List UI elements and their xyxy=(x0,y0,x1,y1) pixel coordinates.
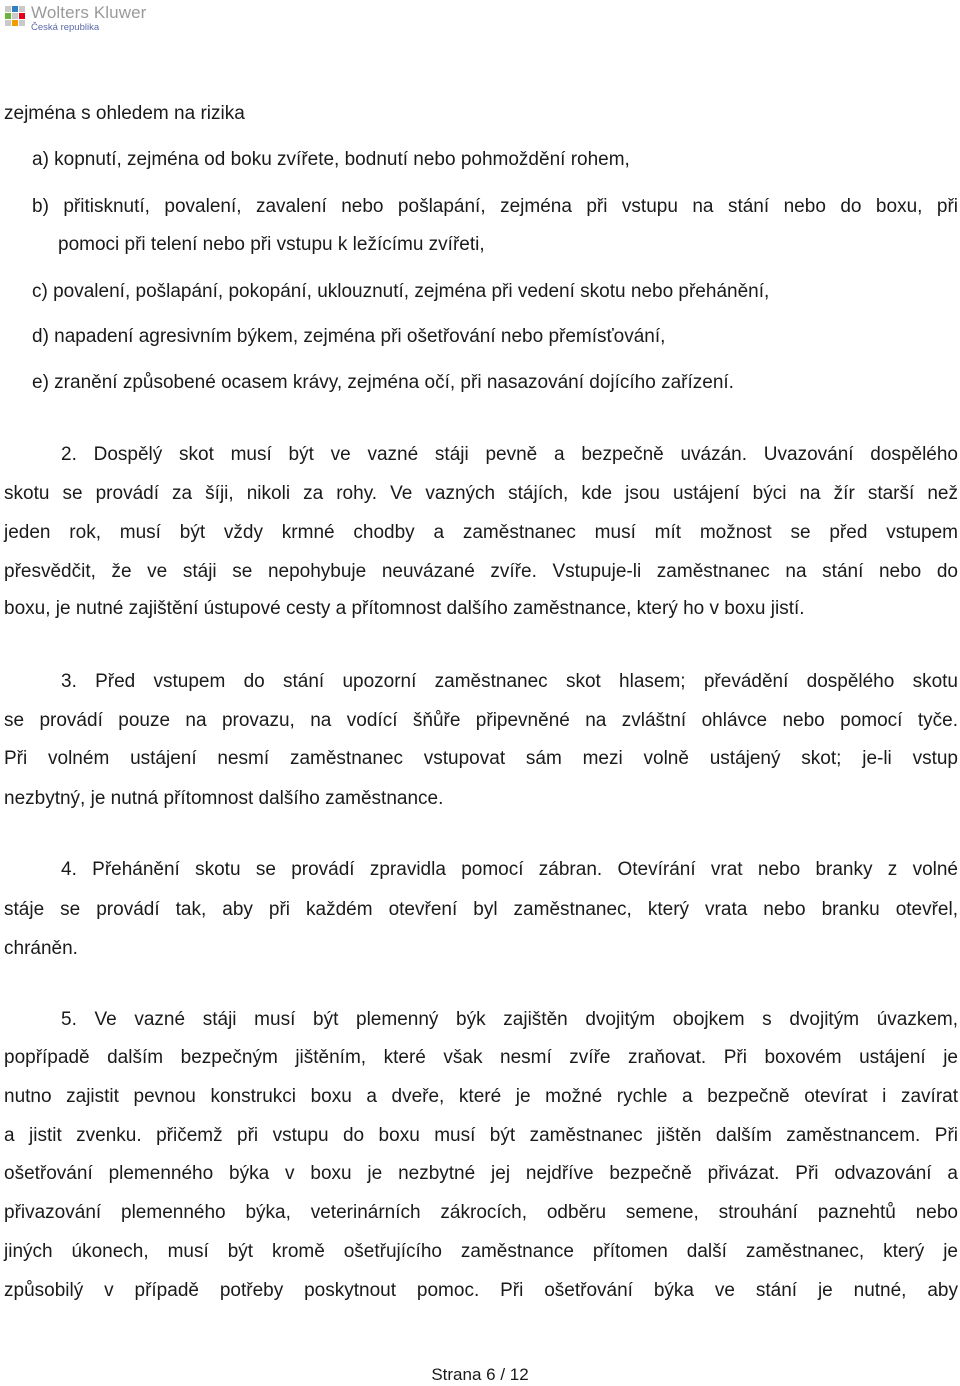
section-3-line-3: Při volném ustájení nesmí zaměstnanec vstupovat sám mezi volně ustájený skot; je-li vstup xyxy=(4,748,958,769)
risk-item-d: d) napadení agresivním býkem, zejména při ošetřování nebo přemísťování, xyxy=(32,326,666,347)
risk-item-a: a) kopnutí, zejména od boku zvířete, bodnutí nebo pohmoždění rohem, xyxy=(32,149,630,170)
section-5-line-2: popřípadě dalším bezpečným jištěním, které však nesmí zvíře zraňovat. Při boxovém ustájení je xyxy=(4,1047,958,1068)
brand-name: Wolters Kluwer xyxy=(31,3,147,22)
section-4-line-1: 4. Přehánění skotu se provádí zpravidla pomocí zábran. Otevírání vrat nebo branky z volné xyxy=(61,859,958,880)
risk-item-e: e) zranění způsobené ocasem krávy, zejména očí, při nasazování dojícího zařízení. xyxy=(32,372,734,393)
section-4-line-2: stáje se provádí tak, aby při každém otevření byl zaměstnanec, který vrata nebo branku otevřel, xyxy=(4,899,958,920)
section-2-line-2: skotu se provádí za šíji, nikoli za rohy. Ve vazných stájích, kde jsou ustájení býci na žír starší než xyxy=(4,483,958,504)
intro-line: zejména s ohledem na rizika xyxy=(4,103,245,124)
brand-subtitle: Česká republika xyxy=(31,22,100,33)
section-2-line-3: jeden rok, musí být vždy krmné chodby a zaměstnanec musí mít možnost se před vstupem xyxy=(4,522,958,543)
section-2-line-4: přesvědčit, že ve stáji se nepohybuje neuvázané zvíře. Vstupuje-li zaměstnanec na stání nebo do xyxy=(4,561,958,582)
risk-item-b-cont: pomoci při telení nebo při vstupu k ležícímu zvířeti, xyxy=(58,234,485,255)
wolters-kluwer-logo-icon xyxy=(4,5,26,27)
section-3-line-1: 3. Před vstupem do stání upozorní zaměstnanec skot hlasem; převádění dospělého skotu xyxy=(61,671,958,692)
page-number: Strana 6 / 12 xyxy=(431,1365,529,1384)
publisher-logo xyxy=(4,4,146,33)
section-3-line-2: se provádí pouze na provazu, na vodící šňůře připevněné na zvláštní ohlávce nebo pomocí tyče. xyxy=(4,710,958,731)
risk-item-c: c) povalení, pošlapání, pokopání, uklouznutí, zejména při vedení skotu nebo přehánění, xyxy=(32,281,770,302)
section-5-line-5: ošetřování plemenného býka v boxu je nezbytné jej nejdříve bezpečně přivázat. Při odvazování a xyxy=(4,1163,958,1184)
section-5-line-1: 5. Ve vazné stáji musí být plemenný býk zajištěn dvojitým obojkem s dvojitým úvazkem, xyxy=(61,1009,958,1030)
section-5-line-3: nutno zajistit pevnou konstrukci boxu a dveře, které je možné rychle a bezpečně otevírat i zavírat xyxy=(4,1086,958,1107)
section-4-line-3: chráněn. xyxy=(4,938,78,959)
risk-item-b: b) přitisknutí, povalení, zavalení nebo pošlapání, zejména při vstupu na stání nebo do boxu, při xyxy=(32,196,958,217)
section-5-line-4: a jistit zvenku. přičemž při vstupu do boxu musí být zaměstnanec jištěn dalším zaměstnancem. Při xyxy=(4,1125,958,1146)
section-5-line-7: jiných úkonech, musí být kromě ošetřujícího zaměstnance přítomen další zaměstnanec, který je xyxy=(4,1241,958,1262)
section-2-line-1: 2. Dospělý skot musí být ve vazné stáji pevně a bezpečně uvázán. Uvazování dospělého xyxy=(61,444,958,465)
section-5-line-6: přivazování plemenného býka, veterinárních zákrocích, odběru semene, strouhání paznehtů nebo xyxy=(4,1202,958,1223)
section-5-line-8: způsobilý v případě potřeby poskytnout pomoc. Při ošetřování býka ve stání je nutné, aby xyxy=(4,1280,958,1301)
section-3-line-4: nezbytný, je nutná přítomnost dalšího zaměstnance. xyxy=(4,788,444,809)
section-2-line-5: boxu, je nutné zajištění ústupové cesty a přítomnost dalšího zaměstnance, který ho v boxu jistí. xyxy=(4,598,805,619)
